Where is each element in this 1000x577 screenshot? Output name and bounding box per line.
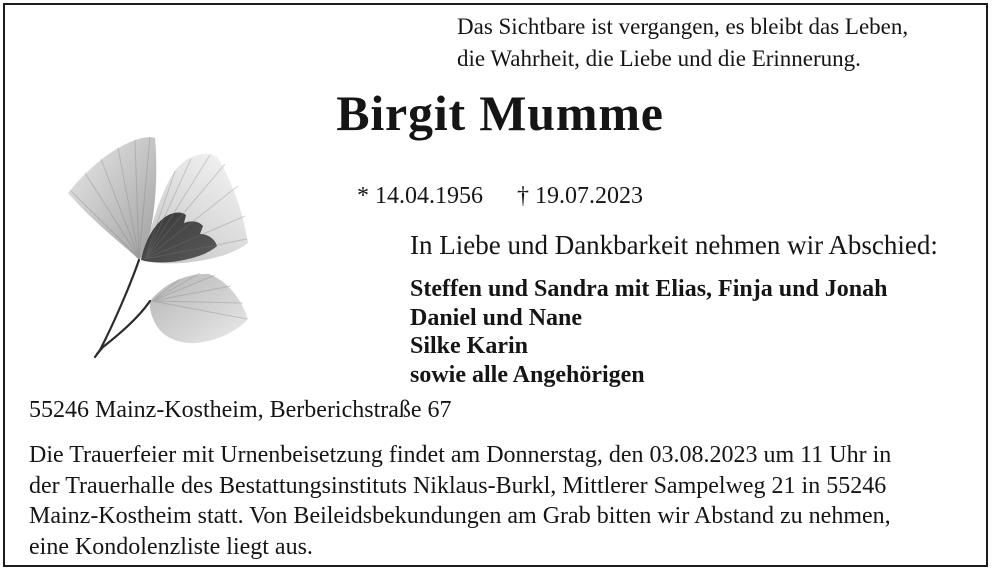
death-date: † 19.07.2023 [517, 183, 643, 209]
funeral-line-3: Mainz-Kostheim statt. Von Beileidsbekundungen am Grab bitten wir Abstand zu nehmen, [29, 503, 891, 529]
funeral-line-1: Die Trauerfeier mit Urnenbeisetzung findet am Donnerstag, den 03.08.2023 um 11 Uhr in [29, 442, 892, 468]
epigraph [457, 11, 908, 75]
epigraph-line-1: Das Sichtbare ist vergangen, es bleibt das Leben, [457, 14, 909, 39]
funeral-details [29, 440, 891, 562]
funeral-line-2: der Trauerhalle des Bestattungsinstituts Niklaus-Burkl, Mittlerer Sampelweg 21 in 55246 [29, 472, 887, 499]
mourner-line-4: sowie alle Angehörigen [410, 361, 645, 388]
ginkgo-leaves-image [55, 131, 255, 366]
deceased-name: Birgit Mumme [336, 85, 664, 141]
life-dates [0, 181, 1000, 211]
mourner-line-1: Steffen und Sandra mit Elias, Finja und Jonah [410, 276, 888, 302]
farewell-intro: In Liebe und Dankbarkeit nehmen wir Abschied: [410, 230, 938, 260]
epigraph-line-2: die Wahrheit, die Liebe und die Erinnerung. [457, 46, 861, 71]
address-line: 55246 Mainz-Kostheim, Berberichstraße 67 [29, 397, 452, 423]
mourners-list [410, 275, 887, 389]
mourner-line-3: Silke Karin [410, 333, 529, 359]
funeral-line-4: eine Kondolenzliste liegt aus. [29, 533, 313, 560]
birth-date: * 14.04.1956 [357, 183, 483, 209]
mourner-line-2: Daniel und Nane [410, 304, 583, 331]
